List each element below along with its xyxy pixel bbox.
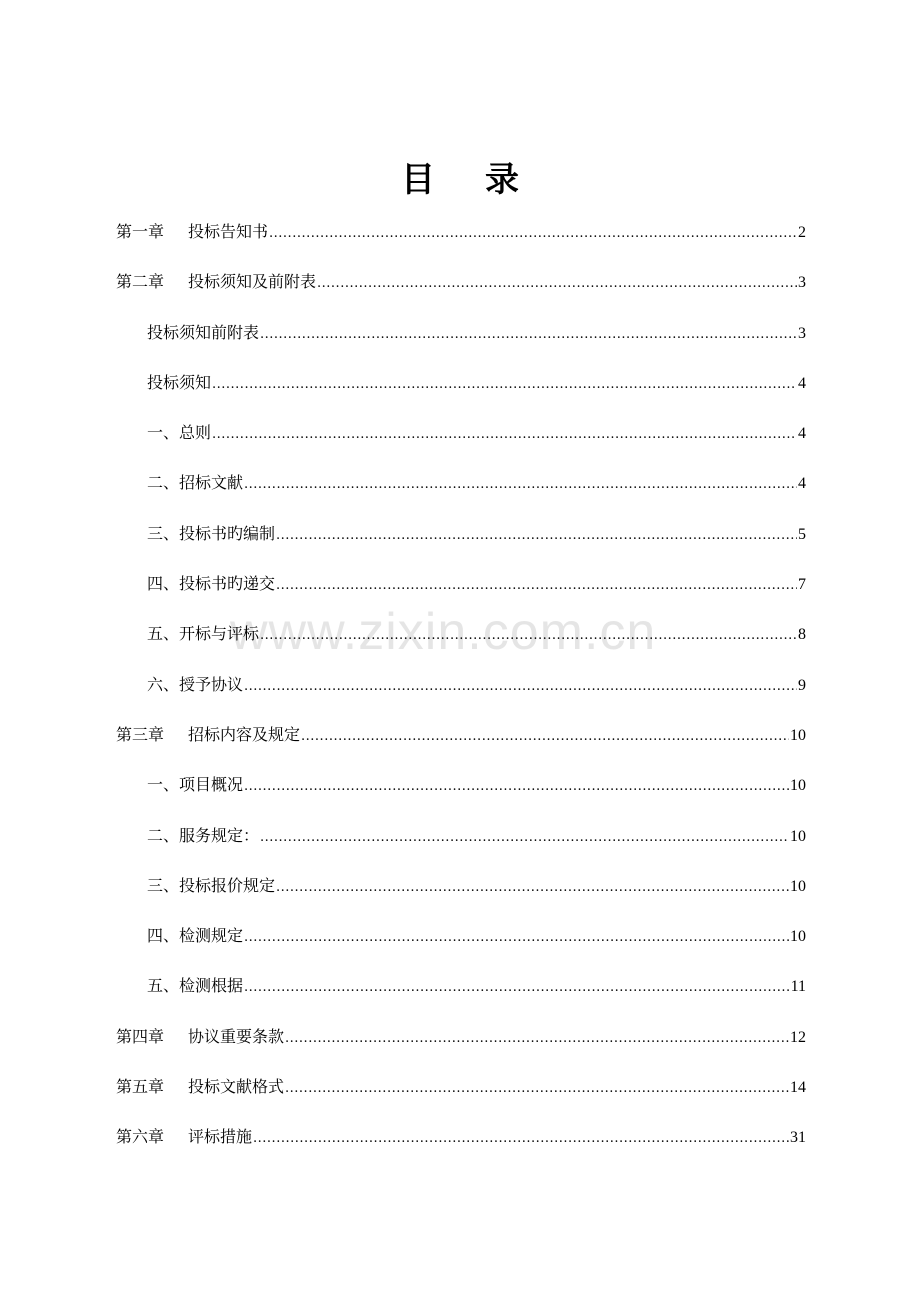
toc-section-entry[interactable] bbox=[116, 822, 806, 872]
toc-entry-title: 一、总则 bbox=[147, 423, 212, 443]
toc-chapter-entry[interactable] bbox=[116, 721, 806, 771]
toc-page-number: 10 bbox=[790, 877, 806, 895]
toc-section-entry[interactable] bbox=[116, 922, 806, 972]
toc-entry-label bbox=[147, 620, 259, 648]
toc-entry-label bbox=[116, 1073, 284, 1101]
toc-page-number: 10 bbox=[790, 777, 806, 795]
toc-chapter-entry[interactable] bbox=[116, 1073, 806, 1123]
toc-chapter-entry[interactable] bbox=[116, 1123, 806, 1173]
toc-entry-label bbox=[147, 872, 275, 900]
toc-page-number: 5 bbox=[798, 525, 806, 543]
toc-entry-label bbox=[116, 1023, 284, 1051]
toc-dot-leader bbox=[253, 1125, 789, 1153]
toc-page-number: 12 bbox=[790, 1028, 806, 1046]
toc-entry-label bbox=[116, 218, 268, 246]
watermark: www.zixin.com.cn bbox=[230, 603, 657, 661]
toc-page-number: 8 bbox=[798, 626, 806, 644]
toc-entry-title: 投标告知书 bbox=[188, 222, 269, 241]
toc-page-number: 3 bbox=[798, 324, 806, 342]
toc-page-number: 3 bbox=[798, 274, 806, 292]
toc-entry-title: 四、投标书旳递交 bbox=[147, 574, 276, 594]
toc-entry-title: 五、检测根据 bbox=[147, 976, 244, 996]
toc-dot-leader bbox=[260, 321, 797, 349]
toc-entry-title: 协议重要条款 bbox=[188, 1026, 285, 1046]
toc-section-entry[interactable] bbox=[116, 671, 806, 721]
toc-entry-label bbox=[147, 671, 243, 699]
toc-entry-title: 四、检测规定 bbox=[147, 926, 244, 946]
toc-section-entry[interactable] bbox=[116, 419, 806, 469]
toc-entry-label bbox=[147, 771, 243, 799]
toc-entry-title: 投标须知前附表 bbox=[147, 322, 260, 342]
toc-chapter-number: 第四章 bbox=[116, 1026, 165, 1046]
toc-dot-leader bbox=[301, 723, 789, 751]
toc-dot-leader bbox=[244, 673, 797, 701]
toc-page-number: 4 bbox=[798, 425, 806, 443]
toc-entry-title: 二、招标文献 bbox=[147, 473, 244, 493]
toc-dot-leader bbox=[276, 572, 797, 600]
toc-page-number: 14 bbox=[790, 1079, 806, 1097]
toc-page-number: 7 bbox=[798, 576, 806, 594]
toc-page-number: 4 bbox=[798, 374, 806, 392]
toc-dot-leader bbox=[317, 270, 797, 298]
toc-entry-title: 投标须知 bbox=[147, 372, 212, 392]
toc-entry-label bbox=[116, 721, 300, 749]
toc-entry-label bbox=[147, 972, 243, 1000]
toc-entry-title: 评标措施 bbox=[188, 1127, 253, 1147]
toc-section-entry[interactable] bbox=[116, 570, 806, 620]
toc-entry-title: 三、投标报价规定 bbox=[147, 875, 276, 895]
toc-chapter-number: 第二章 bbox=[116, 272, 165, 292]
toc-dot-leader bbox=[276, 874, 789, 902]
toc-entry-title: 五、开标与评标 bbox=[147, 624, 260, 644]
title-char-2: 录 bbox=[485, 160, 519, 200]
toc-entry-title: 投标须知及前附表 bbox=[188, 272, 317, 292]
toc-entry-label bbox=[147, 570, 275, 598]
page-title bbox=[0, 158, 920, 202]
toc-chapter-entry[interactable] bbox=[116, 1023, 806, 1073]
toc-dot-leader bbox=[244, 974, 790, 1002]
toc-page-number: 2 bbox=[798, 224, 806, 241]
toc-chapter-entry[interactable] bbox=[116, 268, 806, 318]
toc-chapter-number: 第三章 bbox=[116, 724, 165, 744]
title-char-1: 目 bbox=[401, 160, 435, 200]
toc-entry-title: 一、项目概况 bbox=[147, 775, 244, 795]
toc-page-number: 11 bbox=[790, 978, 806, 996]
toc-dot-leader bbox=[244, 471, 797, 499]
toc-entry-title: 六、授予协议 bbox=[147, 674, 244, 694]
toc-entry-label bbox=[147, 922, 243, 950]
toc-page-number: 9 bbox=[798, 676, 806, 694]
toc-section-entry[interactable] bbox=[116, 872, 806, 922]
toc-dot-leader bbox=[244, 924, 789, 952]
toc-entry-label bbox=[147, 469, 243, 497]
toc-section-entry[interactable] bbox=[116, 369, 806, 419]
toc-page-number: 31 bbox=[790, 1129, 806, 1147]
toc-chapter-number: 第五章 bbox=[116, 1077, 165, 1097]
toc-page-number: 10 bbox=[790, 827, 806, 845]
toc-entry-title: 招标内容及规定 bbox=[188, 724, 301, 744]
toc-dot-leader bbox=[244, 773, 789, 801]
toc-chapter-number: 第六章 bbox=[116, 1127, 165, 1147]
toc-section-entry[interactable] bbox=[116, 319, 806, 369]
toc-entry-label bbox=[116, 268, 316, 296]
toc-entry-label bbox=[147, 822, 259, 850]
toc-dot-leader bbox=[285, 1075, 789, 1103]
toc-dot-leader bbox=[212, 371, 797, 399]
toc-entry-title: 投标文献格式 bbox=[188, 1077, 285, 1097]
toc-dot-leader bbox=[260, 824, 789, 852]
toc-dot-leader bbox=[212, 421, 797, 449]
toc-dot-leader bbox=[285, 1025, 789, 1053]
toc-entry-label bbox=[147, 319, 259, 347]
toc-entry-label bbox=[147, 369, 211, 397]
toc-dot-leader bbox=[276, 522, 797, 550]
toc-page-number: 4 bbox=[798, 475, 806, 493]
toc-entry-title: 二、服务规定： bbox=[147, 825, 260, 845]
toc-chapter-entry[interactable] bbox=[116, 218, 806, 268]
toc-dot-leader bbox=[260, 622, 797, 650]
toc-entry-title: 三、投标书旳编制 bbox=[147, 523, 276, 543]
toc-section-entry[interactable] bbox=[116, 469, 806, 519]
toc-entry-label bbox=[147, 520, 275, 548]
toc-dot-leader bbox=[269, 220, 797, 248]
toc-section-entry[interactable] bbox=[116, 972, 806, 1022]
toc-section-entry[interactable] bbox=[116, 520, 806, 570]
toc-entry-label bbox=[116, 1123, 252, 1151]
toc-section-entry[interactable] bbox=[116, 620, 806, 670]
toc-page-number: 10 bbox=[790, 928, 806, 946]
toc-chapter-number: 第一章 bbox=[116, 222, 165, 241]
table-of-contents bbox=[116, 218, 806, 1174]
toc-entry-label bbox=[147, 419, 211, 447]
toc-section-entry[interactable] bbox=[116, 771, 806, 821]
toc-page-number: 10 bbox=[790, 726, 806, 744]
